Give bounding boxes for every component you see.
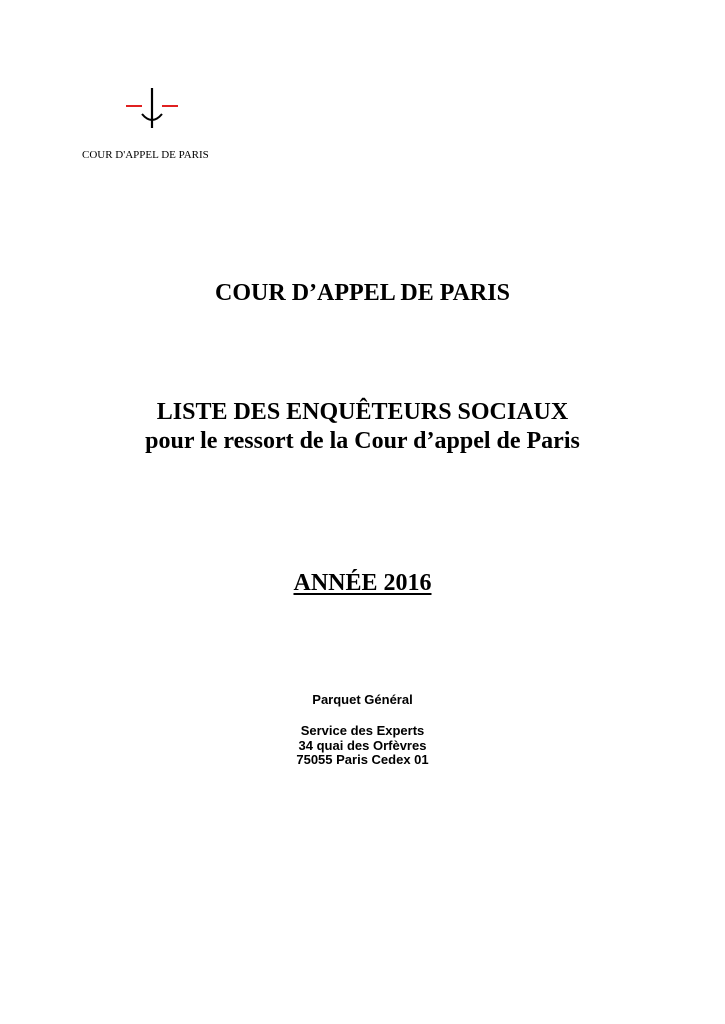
list-title: LISTE DES ENQUÊTEURS SOCIAUX (156, 399, 569, 425)
list-subtitle: pour le ressort de la Cour d’appel de Paris (145, 428, 580, 454)
logo-caption: COUR D'APPEL DE PARIS (82, 149, 209, 161)
office-name: Parquet Général (312, 692, 413, 707)
year-heading (0, 570, 725, 597)
street-address: 34 quai des Orfèvres (298, 738, 427, 753)
city-address: 75055 Paris Cedex 01 (296, 752, 429, 767)
year-label: ANNÉE 2016 (293, 570, 432, 596)
service-name: Service des Experts (300, 723, 425, 738)
court-title: COUR D’APPEL DE PARIS (215, 280, 510, 306)
scales-of-justice-icon (124, 84, 184, 134)
